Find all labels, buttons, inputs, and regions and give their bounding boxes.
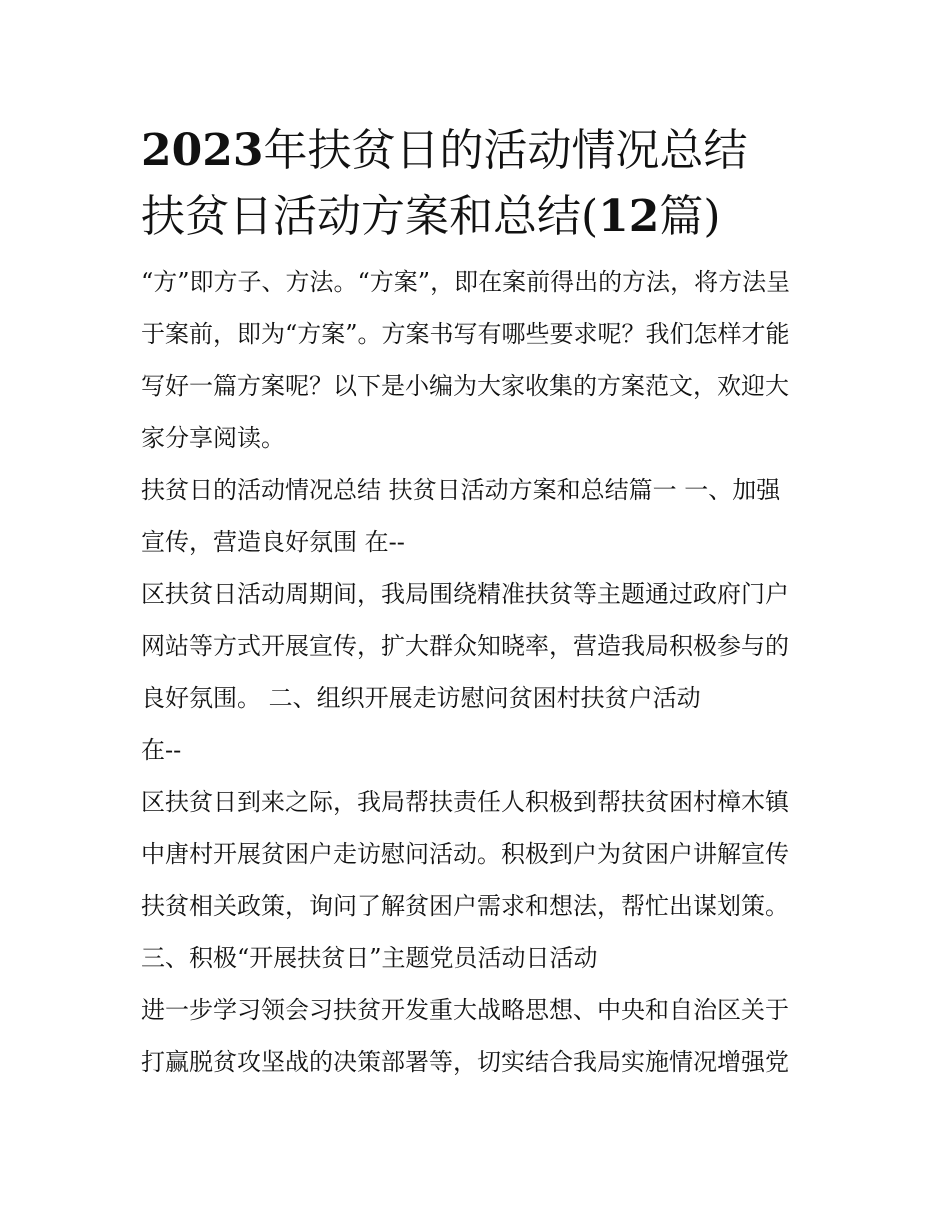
- body-line: 进一步学习领会习扶贫开发重大战略思想、中央和自治区关于: [141, 996, 789, 1024]
- body-text: [141, 256, 821, 1088]
- body-line: 写好一篇方案呢？以下是小编为大家收集的方案范文，欢迎大: [141, 372, 789, 400]
- body-line: 区扶贫日到来之际，我局帮扶责任人积极到帮扶贫困村樟木镇: [141, 788, 789, 816]
- title-year: 2023: [141, 125, 264, 176]
- document-content: [141, 118, 821, 1088]
- body-line: 扶贫相关政策，询问了解贫困户需求和想法，帮忙出谋划策。: [141, 892, 789, 920]
- title-line-2-text: 扶贫日活动方案和总结(: [141, 191, 599, 242]
- body-line: 扶贫日的活动情况总结 扶贫日活动方案和总结篇一 一、加强: [141, 476, 781, 504]
- body-line: 打赢脱贫攻坚战的决策部署等，切实结合我局实施情况增强党: [141, 1048, 789, 1076]
- body-line: 三、积极“开展扶贫日”主题党员活动日活动: [141, 944, 598, 972]
- body-line: “方”即方子、方法。“方案”，即在案前得出的方法，将方法呈: [141, 268, 791, 296]
- title-line-1: [141, 118, 821, 184]
- body-line: 于案前，即为“方案”。方案书写有哪些要求呢？我们怎样才能: [141, 320, 790, 348]
- body-line: 网站等方式开展宣传，扩大群众知晓率，营造我局积极参与的: [141, 632, 789, 660]
- body-line: 宣传，营造良好氛围 在--: [141, 528, 405, 556]
- document-title: [141, 118, 821, 250]
- body-line: 在--: [141, 736, 182, 764]
- title-line-1-text: 年扶贫日的活动情况总结: [263, 125, 748, 176]
- body-line: 家分享阅读。: [141, 424, 285, 452]
- body-line: 区扶贫日活动周期间，我局围绕精准扶贫等主题通过政府门户: [141, 580, 789, 608]
- body-line: 中唐村开展贫困户走访慰问活动。积极到户为贫困户讲解宣传: [141, 840, 789, 868]
- title-line-2-end: 篇): [659, 191, 721, 242]
- title-count: 12: [598, 191, 660, 242]
- title-line-2: [141, 184, 821, 250]
- body-line: 良好氛围。 二、组织开展走访慰问贫困村扶贫户活动: [141, 684, 701, 712]
